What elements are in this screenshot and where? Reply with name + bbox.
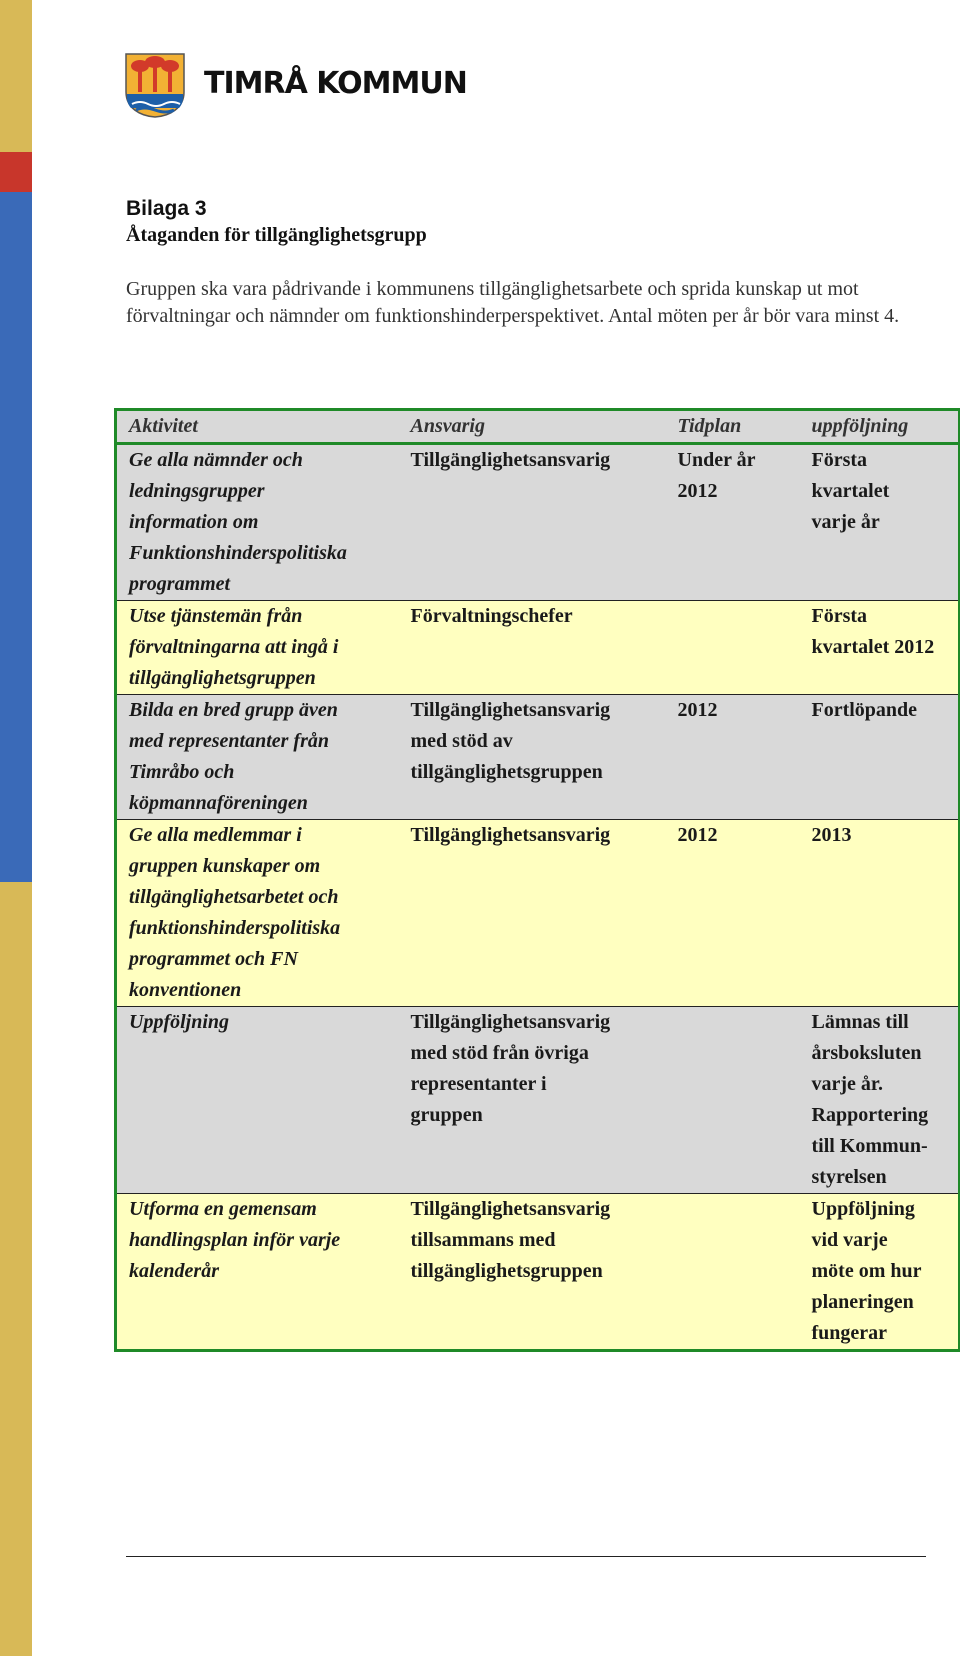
header-aktivitet: Aktivitet — [116, 410, 399, 444]
header-uppfoljning: uppföljning — [800, 410, 960, 444]
cell-aktivitet: Bilda en bred grupp även med representanter från Timråbo och köpmannaföreningen — [129, 699, 338, 814]
cell-uppfoljning: Första kvartalet 2012 — [811, 605, 935, 658]
edge-stripe-blue — [0, 192, 32, 882]
table-row — [116, 820, 960, 1007]
table-row — [116, 601, 960, 695]
edge-stripe — [0, 0, 32, 1656]
intro-paragraph: Gruppen ska vara pådrivande i kommunens tillgänglighetsarbete och sprida kunskap ut mot förvaltningar och nämnder om funktionshinderperspektivet. Antal möten per år bör vara minst 4. — [126, 278, 900, 327]
page-title: Åtaganden för tillgänglighetsgrupp — [126, 224, 427, 246]
table-row — [116, 444, 960, 601]
cell-aktivitet: Uppföljning — [129, 1011, 230, 1033]
cell-ansvarig: Tillgänglighetsansvarig — [410, 449, 611, 471]
cell-ansvarig: Tillgänglighetsansvarig — [410, 824, 611, 846]
appendix-label: Bilaga 3 — [126, 197, 207, 220]
cell-uppfoljning: Första kvartalet varje år — [811, 449, 890, 533]
cell-uppfoljning: Fortlöpande — [811, 699, 918, 721]
cell-tidplan — [666, 1007, 800, 1194]
cell-ansvarig: Tillgänglighetsansvarig med stöd från övriga representanter i gruppen — [410, 1011, 611, 1126]
commitments-table — [114, 408, 960, 1352]
timra-logo — [124, 52, 467, 122]
cell-aktivitet: Utforma en gemensam handlingsplan inför varje kalenderår — [129, 1198, 341, 1282]
cell-aktivitet: Utse tjänstemän från förvaltningarna att ingå i tillgänglighetsgruppen — [129, 605, 339, 689]
cell-tidplan: 2012 — [677, 824, 718, 846]
edge-stripe-gold-bottom — [0, 882, 32, 1656]
cell-aktivitet: Ge alla nämnder och ledningsgrupper information om Funktionshinderspolitiska programmet — [129, 449, 347, 595]
cell-ansvarig: Tillgänglighetsansvarig tillsammans med tillgänglighetsgruppen — [410, 1198, 611, 1282]
cell-aktivitet: Ge alla medlemmar i gruppen kunskaper om tillgänglighetsarbetet och funktionshinderspolitiska programmet och FN konventionen — [129, 824, 341, 1001]
cell-tidplan: Under år 2012 — [677, 449, 756, 502]
table-body — [116, 444, 960, 1351]
cell-uppfoljning: Lämnas till årsboksluten varje år. Rapportering till Kommun- styrelsen — [811, 1011, 929, 1188]
table-row — [116, 1194, 960, 1351]
table-row — [116, 1007, 960, 1194]
table-header-row — [116, 410, 960, 444]
cell-ansvarig: Förvaltningschefer — [410, 605, 573, 627]
edge-stripe-red — [0, 152, 32, 192]
cell-tidplan — [666, 1194, 800, 1351]
table-row — [116, 695, 960, 820]
cell-uppfoljning: 2013 — [811, 824, 852, 846]
cell-uppfoljning: Uppföljning vid varje möte om hur planeringen fungerar — [811, 1198, 922, 1344]
footer-rule — [126, 1556, 926, 1557]
timra-crest-icon — [124, 52, 186, 118]
cell-tidplan — [666, 601, 800, 695]
logo-text: TIMRÅ KOMMUN — [204, 66, 467, 101]
table-header — [116, 410, 960, 444]
cell-ansvarig: Tillgänglighetsansvarig med stöd av tillgänglighetsgruppen — [410, 699, 611, 783]
edge-stripe-gold-top — [0, 0, 32, 152]
cell-tidplan: 2012 — [677, 699, 718, 721]
header-ansvarig: Ansvarig — [399, 410, 666, 444]
header-tidplan: Tidplan — [666, 410, 800, 444]
